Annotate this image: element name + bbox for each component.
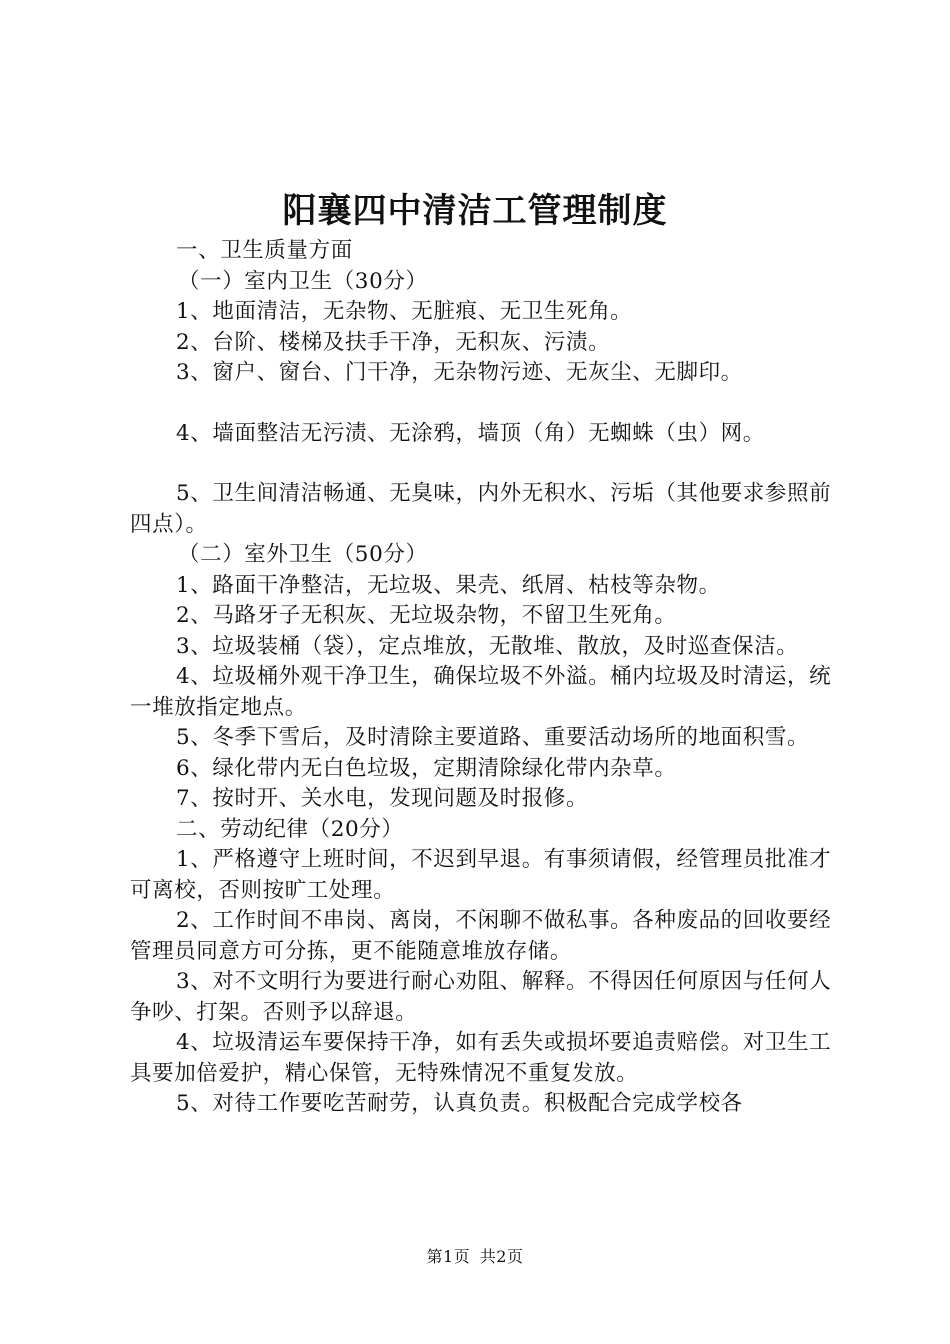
outdoor-item-5: 5、冬季下雪后，及时清除主要道路、重要活动场所的地面积雪。 — [176, 725, 810, 750]
outdoor-item-7: 7、按时开、关水电，发现问题及时报修。 — [176, 786, 589, 811]
page-number: 第1页 — [426, 1247, 471, 1266]
page-total: 共2页 — [479, 1247, 524, 1266]
document-title: 阳襄四中清洁工管理制度 — [282, 191, 668, 231]
discipline-item-4: 4、垃圾清运车要保持干净，如有丢失或损坏要追责赔偿。对卫生工具要加倍爱护，精心保管，无特殊情况不重复发放。 — [130, 1030, 832, 1086]
document-body — [130, 236, 835, 1120]
indoor-item-3: 3、窗户、窗台、门干净，无杂物污迹、无灰尘、无脚印。 — [176, 360, 743, 385]
indoor-item-5: 5、卫生间清洁畅通、无臭味，内外无积水、污垢（其他要求参照前四点）。 — [130, 481, 832, 537]
outdoor-item-6: 6、绿化带内无白色垃圾，定期清除绿化带内杂草。 — [176, 755, 677, 781]
discipline-item-2: 2、工作时间不串岗、离岗，不闲聊不做私事。各种废品的回收要经管理员同意方可分拣，更不能随意堆放存储。 — [130, 908, 832, 964]
page-footer — [0, 1244, 950, 1267]
outdoor-item-1: 1、路面干净整洁，无垃圾、果壳、纸屑、枯枝等杂物。 — [176, 572, 721, 598]
subsection-heading-outdoor: （二）室外卫生（50分） — [178, 542, 428, 567]
outdoor-item-4: 4、垃圾桶外观干净卫生，确保垃圾不外溢。桶内垃圾及时清运，统一堆放指定地点。 — [130, 664, 832, 720]
indoor-item-4: 4、墙面整洁无污渍、无涂鸦，墙顶（角）无蜘蛛（虫）网。 — [176, 420, 765, 446]
discipline-item-5: 5、对待工作要吃苦耐劳，认真负责。积极配合完成学校各 — [176, 1091, 743, 1116]
subsection-heading-indoor: （一）室内卫生（30分） — [178, 268, 428, 294]
indoor-item-1: 1、地面清洁，无杂物、无脏痕、无卫生死角。 — [176, 299, 633, 324]
outdoor-item-3: 3、垃圾装桶（袋），定点堆放，无散堆、散放，及时巡查保洁。 — [176, 633, 799, 659]
discipline-item-3: 3、对不文明行为要进行耐心劝阻、解释。不得因任何原因与任何人争吵、打架。否则予以辞退。 — [130, 969, 832, 1025]
outdoor-item-2: 2、马路牙子无积灰、无垃圾杂物，不留卫生死角。 — [176, 603, 677, 628]
section-heading-labor-discipline: 二、劳动纪律（20分） — [176, 816, 404, 842]
section-heading-hygiene-quality: 一、卫生质量方面 — [176, 238, 353, 263]
discipline-item-1: 1、严格遵守上班时间，不迟到早退。有事须请假，经管理员批准才可离校，否则按旷工处理。 — [130, 847, 832, 903]
indoor-item-2: 2、台阶、楼梯及扶手干净，无积灰、污渍。 — [176, 329, 611, 355]
